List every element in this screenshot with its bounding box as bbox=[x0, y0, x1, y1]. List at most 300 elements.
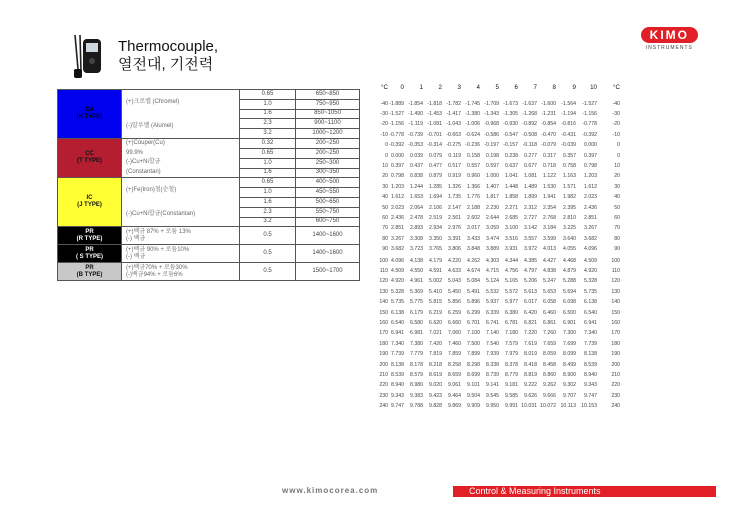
emf-value-cell: -1.564 bbox=[561, 101, 576, 107]
row-temp-label: 140 bbox=[611, 298, 620, 305]
row-temp-label: 220 bbox=[379, 382, 388, 389]
row-temp-label: 160 bbox=[611, 320, 620, 327]
emf-value-cell: 2.768 bbox=[543, 215, 556, 222]
row-temp-label: -10 bbox=[380, 131, 388, 138]
emf-value-cell: 3.059 bbox=[486, 225, 499, 232]
temp-range-cell: 850~1050 bbox=[296, 109, 360, 119]
emf-value-cell: -0.275 bbox=[446, 141, 461, 148]
emf-value-cell: -0.854 bbox=[541, 121, 556, 128]
emf-value-cell: 9.828 bbox=[429, 402, 442, 409]
diameter-cell: 0.5 bbox=[240, 263, 296, 281]
row-temp-label: 220 bbox=[611, 382, 620, 389]
emf-value-cell: 8.739 bbox=[486, 372, 499, 379]
type-cell: CC (T TYPE) bbox=[58, 139, 122, 178]
row-temp-label: 10 bbox=[382, 163, 388, 170]
emf-value-cell: 7.819 bbox=[429, 350, 442, 357]
emf-value-cell: -1.156 bbox=[582, 111, 597, 118]
emf-value-cell: 9.666 bbox=[543, 392, 556, 399]
temp-range-cell: 1400~1600 bbox=[296, 227, 360, 245]
emf-value-cell: 4.550 bbox=[410, 268, 423, 275]
emf-value-cell: 3.267 bbox=[391, 235, 404, 242]
emf-value-cell: 1.326 bbox=[448, 183, 461, 190]
emf-value-cell: 9.383 bbox=[410, 392, 423, 399]
emf-value-cell: 7.540 bbox=[486, 340, 499, 347]
row-temp-label: 240 bbox=[379, 402, 388, 409]
emf-value-cell: 3.142 bbox=[524, 225, 537, 232]
emf-value-cell: 4.920 bbox=[584, 268, 597, 275]
emf-value-cell: 0.397 bbox=[584, 153, 597, 159]
kimo-logo bbox=[641, 26, 698, 51]
row-temp-label: 60 bbox=[382, 215, 388, 222]
emf-value-cell: 9.585 bbox=[505, 392, 518, 399]
emf-value-cell: -0.624 bbox=[465, 131, 480, 138]
column-header: 10 bbox=[590, 84, 597, 91]
emf-value-cell: -1.417 bbox=[446, 111, 461, 118]
emf-value-cell: 0.879 bbox=[429, 173, 442, 180]
emf-value-cell: 4.838 bbox=[543, 268, 556, 275]
emf-value-cell: 8.059 bbox=[543, 350, 556, 357]
emf-value-cell: 0.758 bbox=[563, 163, 576, 170]
temp-range-cell: 200~250 bbox=[296, 148, 360, 158]
emf-value-cell: 8.298 bbox=[467, 362, 480, 368]
emf-value-cell: -1.156 bbox=[389, 121, 404, 128]
emf-value-cell: 3.267 bbox=[584, 225, 597, 232]
emf-value-cell: 7.220 bbox=[524, 330, 537, 337]
row-temp-label: 0 bbox=[617, 141, 620, 148]
emf-value-cell: 9.545 bbox=[486, 392, 499, 399]
emf-value-cell: 8.338 bbox=[486, 362, 499, 368]
emf-value-cell: 3.723 bbox=[410, 245, 423, 252]
emf-value-cell: 6.981 bbox=[410, 330, 423, 337]
emf-value-cell: 9.343 bbox=[391, 392, 404, 399]
emf-value-cell: 4.138 bbox=[410, 258, 423, 264]
diameter-cell: 0.32 bbox=[240, 139, 296, 149]
row-temp-label: 40 bbox=[614, 193, 620, 200]
diameter-cell: 0.65 bbox=[240, 148, 296, 158]
emf-value-cell: 7.939 bbox=[486, 350, 499, 357]
emf-value-cell: 6.620 bbox=[429, 320, 442, 327]
emf-value-cell: 5.450 bbox=[448, 288, 461, 295]
row-temp-label: 130 bbox=[379, 288, 388, 295]
emf-value-cell: 7.300 bbox=[563, 330, 576, 337]
emf-value-cell: 5.532 bbox=[486, 288, 499, 295]
emf-value-cell: 10.072 bbox=[540, 402, 556, 409]
emf-value-cell: 2.851 bbox=[584, 215, 597, 222]
emf-value-cell: 5.613 bbox=[524, 288, 537, 295]
diameter-cell: 2.3 bbox=[240, 119, 296, 129]
emf-value-cell: -0.392 bbox=[389, 141, 404, 148]
emf-value-cell: 0.798 bbox=[584, 163, 597, 170]
spec-row bbox=[58, 263, 360, 281]
emf-value-cell: 3.557 bbox=[524, 235, 537, 242]
emf-value-cell: 0.357 bbox=[563, 153, 576, 159]
emf-value-cell: 9.141 bbox=[486, 382, 499, 389]
emf-value-cell: 1.982 bbox=[563, 193, 576, 200]
emf-value-cell: 7.460 bbox=[448, 340, 461, 347]
emf-value-cell: 4.797 bbox=[524, 268, 537, 275]
column-header: 6 bbox=[514, 84, 518, 91]
emf-value-cell: -0.079 bbox=[541, 141, 556, 148]
emf-value-cell: 8.099 bbox=[563, 350, 576, 357]
emf-value-cell: 6.941 bbox=[391, 330, 404, 337]
emf-value-cell: 0.637 bbox=[505, 163, 518, 170]
type-cell: IC (J TYPE) bbox=[58, 178, 122, 227]
row-temp-label: 80 bbox=[614, 235, 620, 242]
emf-value-cell: 0.677 bbox=[524, 163, 537, 170]
emf-value-cell: 1.653 bbox=[410, 193, 423, 200]
emf-value-cell: 0.718 bbox=[543, 163, 556, 170]
column-header: 4 bbox=[476, 84, 480, 91]
column-header: °C bbox=[381, 84, 388, 91]
emf-value-cell: 8.900 bbox=[563, 372, 576, 379]
row-temp-label: 0 bbox=[617, 153, 620, 159]
emf-value-cell: 7.899 bbox=[467, 350, 480, 357]
emf-value-cell: 3.350 bbox=[429, 235, 442, 242]
emf-value-cell: 2.685 bbox=[505, 215, 518, 222]
row-temp-label: 210 bbox=[379, 372, 388, 379]
diameter-cell: 1.6 bbox=[240, 197, 296, 207]
temp-range-cell: 900~1100 bbox=[296, 119, 360, 129]
diameter-cell: 0.65 bbox=[240, 90, 296, 100]
emf-value-cell: 7.340 bbox=[584, 330, 597, 337]
emf-value-cell: 4.468 bbox=[563, 258, 576, 264]
emf-value-cell: 8.940 bbox=[584, 372, 597, 379]
emf-value-cell: 5.084 bbox=[467, 278, 480, 285]
row-temp-label: 90 bbox=[382, 245, 388, 252]
emf-value-cell: 7.859 bbox=[448, 350, 461, 357]
emf-value-cell: 3.640 bbox=[563, 235, 576, 242]
emf-value-cell: 1.041 bbox=[505, 173, 518, 180]
row-temp-label: 30 bbox=[614, 183, 620, 190]
emf-value-cell: 2.230 bbox=[486, 205, 499, 211]
emf-value-cell: -0.663 bbox=[446, 131, 461, 138]
emf-value-cell: -1.782 bbox=[446, 101, 461, 107]
emf-value-cell: 4.303 bbox=[486, 258, 499, 264]
emf-value-cell: -0.930 bbox=[503, 121, 518, 128]
emf-value-cell: 5.572 bbox=[505, 288, 518, 295]
emf-value-cell: -1.709 bbox=[484, 101, 499, 107]
emf-value-cell: 2.354 bbox=[543, 205, 556, 211]
emf-value-cell: 3.972 bbox=[524, 245, 537, 252]
emf-value-cell: 7.420 bbox=[429, 340, 442, 347]
emf-value-cell: 7.140 bbox=[486, 330, 499, 337]
emf-value-cell: 2.023 bbox=[391, 205, 404, 211]
emf-value-cell: 6.259 bbox=[448, 310, 461, 316]
emf-value-cell: 0.437 bbox=[410, 163, 423, 170]
emf-value-cell: 7.180 bbox=[505, 330, 518, 337]
emf-value-cell: 9.262 bbox=[543, 382, 556, 389]
emf-value-cell: 9.504 bbox=[467, 392, 480, 399]
wire-material: (-) 백금 bbox=[126, 253, 146, 260]
emf-value-cell: 2.188 bbox=[467, 205, 480, 211]
emf-value-cell: 0.960 bbox=[467, 173, 480, 180]
row-temp-label: -40 bbox=[380, 101, 388, 107]
emf-value-cell: 9.101 bbox=[467, 382, 480, 389]
emf-value-cell: 9.626 bbox=[524, 392, 537, 399]
emf-value-cell: -0.392 bbox=[582, 131, 597, 138]
row-temp-label: 40 bbox=[382, 193, 388, 200]
emf-value-cell: 4.674 bbox=[467, 268, 480, 275]
emf-value-cell: 8.860 bbox=[543, 372, 556, 379]
emf-value-cell: 4.220 bbox=[448, 258, 461, 264]
emf-value-cell: 0.158 bbox=[467, 153, 480, 159]
emf-value-cell: 9.343 bbox=[584, 382, 597, 389]
emf-value-cell: 2.851 bbox=[391, 225, 404, 232]
emf-value-cell: -1.818 bbox=[427, 101, 442, 107]
emf-value-cell: 9.950 bbox=[486, 402, 499, 409]
temp-range-cell: 300~350 bbox=[296, 168, 360, 178]
emf-value-cell: 4.096 bbox=[391, 258, 404, 264]
type-cell: PR (R TYPE) bbox=[58, 227, 122, 245]
emf-value-cell: 5.491 bbox=[467, 288, 480, 295]
emf-value-cell: 10.113 bbox=[560, 402, 576, 409]
emf-value-cell: 5.775 bbox=[410, 298, 423, 305]
temp-range-cell: 1500~1700 bbox=[296, 263, 360, 281]
emf-value-cell: 6.299 bbox=[467, 310, 480, 316]
emf-value-cell: 3.474 bbox=[486, 235, 499, 242]
emf-value-cell: 4.879 bbox=[563, 268, 576, 275]
wire-material: (+)백금 87% + 로듐 13% bbox=[126, 228, 191, 235]
emf-value-cell: -1.673 bbox=[503, 101, 518, 107]
wire-material-cell bbox=[122, 90, 240, 139]
emf-value-cell: -0.547 bbox=[503, 131, 518, 138]
emf-value-cell: 6.580 bbox=[410, 320, 423, 327]
row-temp-label: 160 bbox=[379, 320, 388, 327]
emf-value-cell: 1.776 bbox=[467, 193, 480, 200]
emf-value-cell: -1.600 bbox=[541, 101, 556, 107]
row-temp-label: 70 bbox=[614, 225, 620, 232]
emf-value-cell: 7.060 bbox=[448, 330, 461, 337]
emf-value-cell: 7.340 bbox=[391, 340, 404, 347]
emf-value-cell: 5.288 bbox=[563, 278, 576, 285]
emf-value-cell: 3.931 bbox=[505, 245, 518, 252]
emf-value-cell: -0.739 bbox=[408, 131, 423, 138]
wire-material: (+)백금70% + 로듐30% bbox=[126, 264, 188, 271]
emf-value-cell: 0.119 bbox=[448, 153, 461, 159]
emf-value-cell: 10.153 bbox=[581, 402, 597, 409]
emf-value-cell: 2.602 bbox=[467, 215, 480, 222]
emf-value-cell: 2.436 bbox=[584, 205, 597, 211]
emf-value-cell: 5.856 bbox=[448, 298, 461, 305]
emf-value-cell: 3.391 bbox=[448, 235, 461, 242]
emf-value-cell: 1.941 bbox=[543, 193, 556, 200]
emf-value-cell: 0.838 bbox=[410, 173, 423, 180]
emf-value-cell: -0.778 bbox=[582, 121, 597, 128]
emf-value-cell: 5.735 bbox=[391, 298, 404, 305]
emf-value-cell: 2.271 bbox=[505, 205, 518, 211]
emf-value-cell: 9.464 bbox=[448, 392, 461, 399]
diameter-cell: 3.2 bbox=[240, 217, 296, 227]
emf-value-cell: 8.539 bbox=[584, 362, 597, 368]
emf-value-cell: 8.178 bbox=[410, 362, 423, 368]
row-temp-label: 100 bbox=[611, 258, 620, 264]
emf-value-cell: 1.000 bbox=[486, 173, 499, 180]
emf-value-cell: 1.163 bbox=[563, 173, 576, 180]
wire-material: (-)백금94% + 로듐6% bbox=[126, 271, 183, 278]
emf-value-cell: 8.779 bbox=[505, 372, 518, 379]
row-temp-label: 240 bbox=[611, 402, 620, 409]
emf-value-cell: 8.418 bbox=[524, 362, 537, 368]
wire-material: (+)Couper(Cu) bbox=[126, 140, 165, 146]
emf-value-cell: 9.302 bbox=[563, 382, 576, 389]
emf-value-cell: -1.043 bbox=[446, 121, 461, 128]
column-header: 8 bbox=[552, 84, 556, 91]
emf-value-cell: 0.477 bbox=[429, 163, 442, 170]
emf-value-cell: 3.682 bbox=[584, 235, 597, 242]
emf-value-cell: 1.489 bbox=[524, 183, 537, 190]
emf-value-cell: 5.124 bbox=[486, 278, 499, 285]
emf-value-cell: 1.244 bbox=[410, 183, 423, 190]
wire-material: (-)Cu+Ni합금(Constantan) bbox=[126, 211, 196, 218]
type-cell: PR (B TYPE) bbox=[58, 263, 122, 281]
emf-value-cell: 9.020 bbox=[429, 382, 442, 389]
wire-material-cell bbox=[122, 178, 240, 227]
wire-material-cell bbox=[122, 263, 240, 281]
wire-material: (-) 백금 bbox=[126, 235, 146, 242]
row-temp-label: 50 bbox=[614, 205, 620, 211]
emf-value-cell: 5.002 bbox=[429, 278, 442, 285]
column-header: 1 bbox=[419, 84, 423, 91]
wire-material: (-)Cu+Ni합금 bbox=[126, 159, 161, 166]
column-header: 0 bbox=[400, 84, 404, 91]
wire-material: (+)크로멜 (Chromel) bbox=[126, 99, 180, 105]
emf-value-cell: 1.122 bbox=[543, 173, 556, 180]
type-cell: CA (K TYPE) bbox=[58, 90, 122, 139]
emf-value-cell: 6.339 bbox=[486, 310, 499, 316]
emf-value-cell: 7.380 bbox=[410, 340, 423, 347]
emf-value-cell: 6.660 bbox=[448, 320, 461, 327]
emf-value-cell: 4.509 bbox=[391, 268, 404, 275]
emf-value-cell: 4.096 bbox=[584, 245, 597, 252]
row-temp-label: 180 bbox=[379, 340, 388, 347]
emf-value-cell: -0.701 bbox=[427, 131, 442, 138]
emf-value-cell: 0.000 bbox=[391, 153, 404, 159]
emf-value-cell: 6.861 bbox=[543, 320, 556, 327]
emf-value-cell: 0.039 bbox=[410, 153, 423, 159]
emf-value-cell: 0.238 bbox=[505, 153, 518, 159]
emf-value-cell: 1.203 bbox=[584, 173, 597, 180]
emf-value-cell: -1.527 bbox=[582, 101, 597, 107]
emf-value-cell: 1.817 bbox=[486, 193, 499, 200]
emf-value-cell: 8.499 bbox=[563, 362, 576, 368]
emf-value-cell: 9.061 bbox=[448, 382, 461, 389]
emf-value-cell: 1.530 bbox=[543, 183, 556, 190]
row-temp-label: 190 bbox=[379, 350, 388, 357]
emf-value-cell: 6.540 bbox=[584, 310, 597, 316]
emf-value-cell: 9.181 bbox=[505, 382, 518, 389]
emf-value-cell: 2.644 bbox=[486, 215, 499, 222]
emf-value-cell: 3.516 bbox=[505, 235, 518, 242]
row-temp-label: 230 bbox=[379, 392, 388, 399]
temp-range-cell: 600~750 bbox=[296, 217, 360, 227]
row-temp-label: -10 bbox=[612, 131, 620, 138]
emf-value-cell: 8.659 bbox=[448, 372, 461, 379]
emf-value-cell: 8.019 bbox=[524, 350, 537, 357]
temp-range-cell: 750~950 bbox=[296, 99, 360, 109]
emf-value-cell: -1.343 bbox=[484, 111, 499, 118]
emf-value-cell: 5.410 bbox=[429, 288, 442, 295]
emf-value-cell: 0.079 bbox=[429, 153, 442, 159]
emf-value-cell: 7.979 bbox=[505, 350, 518, 357]
emf-value-cell: 8.378 bbox=[505, 362, 518, 368]
row-temp-label: 30 bbox=[382, 183, 388, 190]
emf-value-cell: 8.458 bbox=[543, 362, 556, 368]
emf-value-cell: 5.735 bbox=[584, 288, 597, 295]
emf-value-cell: 0.397 bbox=[391, 163, 404, 170]
diameter-cell: 2.3 bbox=[240, 207, 296, 217]
emf-value-cell: 3.889 bbox=[486, 245, 499, 252]
emf-value-cell: 2.312 bbox=[524, 205, 537, 211]
emf-value-cell: 0.597 bbox=[486, 163, 499, 170]
emf-value-cell: 7.699 bbox=[563, 340, 576, 347]
emf-value-cell: 3.225 bbox=[563, 225, 576, 232]
row-temp-label: -40 bbox=[612, 101, 620, 107]
row-temp-label: 170 bbox=[379, 330, 388, 337]
emf-value-cell: -0.778 bbox=[389, 131, 404, 138]
emf-value-cell: -1.453 bbox=[427, 111, 442, 118]
emf-value-cell: -1.380 bbox=[465, 111, 480, 118]
row-temp-label: -20 bbox=[380, 121, 388, 128]
emf-value-cell: -0.118 bbox=[522, 141, 537, 148]
row-temp-label: 130 bbox=[611, 288, 620, 295]
type-cell: PR ( S TYPE) bbox=[58, 245, 122, 263]
thermocouple-spec-table bbox=[57, 89, 360, 281]
emf-value-cell: 3.017 bbox=[467, 225, 480, 232]
spec-row bbox=[58, 245, 360, 263]
emf-value-cell: 4.756 bbox=[505, 268, 518, 275]
wire-material-cell bbox=[122, 139, 240, 178]
emf-value-cell: 9.423 bbox=[429, 392, 442, 399]
emf-value-cell: 2.727 bbox=[524, 215, 537, 222]
emf-value-cell: 8.699 bbox=[467, 372, 480, 379]
temp-range-cell: 650~850 bbox=[296, 90, 360, 100]
emf-value-cell: 5.896 bbox=[467, 298, 480, 305]
emf-value-cell: 3.433 bbox=[467, 235, 480, 242]
emf-value-cell: 2.395 bbox=[563, 205, 576, 211]
emf-value-cell: 2.519 bbox=[429, 215, 442, 222]
row-temp-label: 190 bbox=[611, 350, 620, 357]
emf-value-cell: -0.508 bbox=[522, 131, 537, 138]
emf-value-cell: -1.194 bbox=[561, 111, 576, 118]
emf-value-cell: 3.848 bbox=[467, 245, 480, 252]
emf-value-cell: -0.431 bbox=[561, 131, 576, 138]
emf-value-cell: 2.436 bbox=[391, 215, 404, 222]
emf-value-cell: 1.899 bbox=[524, 193, 537, 200]
emf-value-cell: 2.064 bbox=[410, 205, 423, 211]
emf-value-cell: 5.206 bbox=[524, 278, 537, 285]
emf-value-cell: 7.739 bbox=[584, 340, 597, 347]
emf-value-cell: 4.179 bbox=[429, 258, 442, 264]
emf-value-cell: 8.619 bbox=[429, 372, 442, 379]
emf-value-cell: 3.765 bbox=[429, 245, 442, 252]
emf-value-cell: 1.448 bbox=[505, 183, 518, 190]
emf-value-cell: -1.490 bbox=[408, 111, 423, 118]
emf-value-cell: 2.106 bbox=[429, 205, 442, 211]
emf-value-cell: -1.081 bbox=[427, 121, 442, 128]
emf-value-cell: 2.934 bbox=[429, 225, 442, 232]
row-temp-label: -30 bbox=[612, 111, 620, 118]
diameter-cell: 1.0 bbox=[240, 188, 296, 198]
temp-range-cell: 500~650 bbox=[296, 197, 360, 207]
emf-value-cell: 7.779 bbox=[410, 350, 423, 357]
emf-value-cell: 3.184 bbox=[543, 225, 556, 232]
row-temp-label: 0 bbox=[385, 141, 388, 148]
emf-value-cell: 4.427 bbox=[543, 258, 556, 264]
emf-value-cell: 7.100 bbox=[467, 330, 480, 337]
row-temp-label: 200 bbox=[611, 362, 620, 368]
spec-row bbox=[58, 178, 360, 188]
diameter-cell: 1.0 bbox=[240, 158, 296, 168]
